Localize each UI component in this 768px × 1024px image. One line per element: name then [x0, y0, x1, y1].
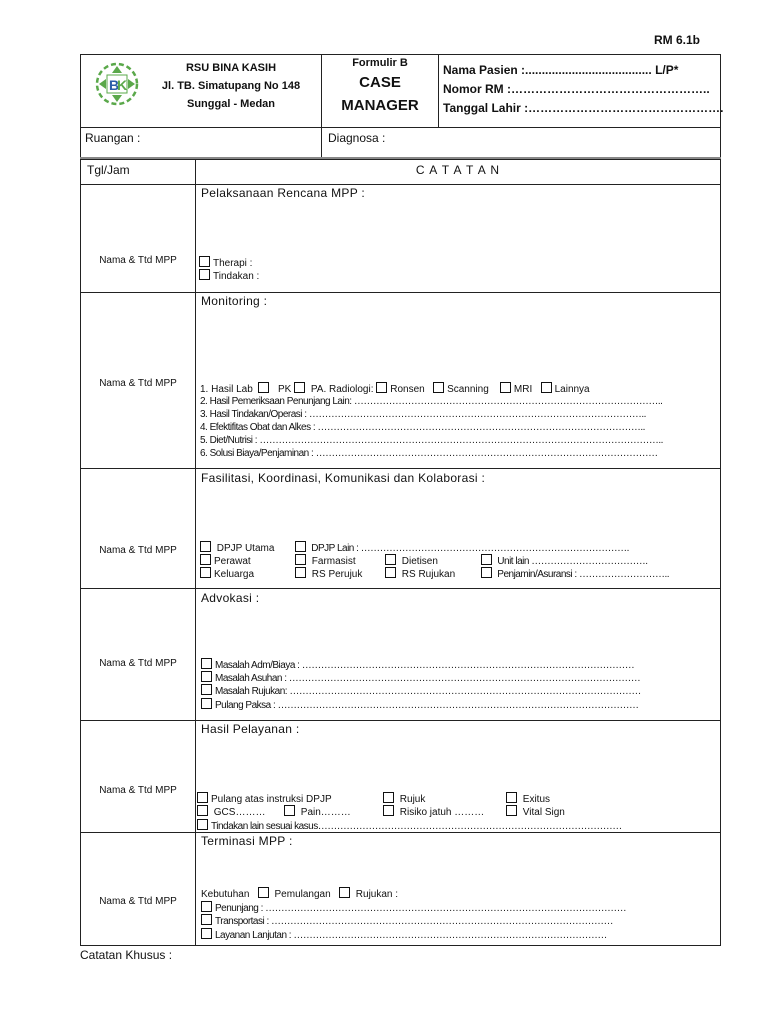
section-service-result-title: Hasil Pelayanan : — [201, 722, 300, 736]
signature-label: Nama & Ttd MPP — [99, 896, 177, 907]
gcs-checkbox[interactable] — [197, 805, 208, 816]
other-checkbox[interactable] — [541, 382, 552, 393]
discharge-plan-checkbox[interactable] — [258, 887, 269, 898]
patient-name-field[interactable]: Nama Pasien :...................................... L/P* — [443, 63, 679, 77]
dpjp-utama-checkbox[interactable] — [200, 541, 211, 552]
section-mpp-title: Pelaksanaan Rencana MPP : — [201, 186, 366, 200]
form-header — [80, 54, 724, 128]
referral-label: Rujukan : — [355, 889, 399, 900]
ronsen-checkbox[interactable] — [376, 382, 387, 393]
referral-hospital-checkbox[interactable] — [385, 567, 396, 578]
other-label: Lainnya — [554, 384, 590, 395]
pk-label: PK — [277, 384, 292, 395]
section-monitoring-title: Monitoring : — [201, 294, 268, 308]
discharge-dpjp-checkbox[interactable] — [197, 792, 208, 803]
form-code: RM 6.1b — [654, 33, 701, 47]
other-action-label: Tindakan lain sesuai kasus…………………………………………………………………………………… — [211, 821, 622, 832]
gcs-label: GCS……… — [213, 807, 266, 818]
referral-hospital-label: RS Rujukan — [401, 569, 456, 580]
lab-label: 1. Hasil Lab — [200, 384, 253, 395]
pain-label: Pain……… — [300, 807, 351, 818]
other-action-checkbox[interactable] — [197, 819, 208, 830]
dietitian-checkbox[interactable] — [385, 554, 396, 565]
forced-discharge-label: Pulang Paksa : …………………………………………………………………………………………………… — [215, 700, 639, 711]
dpjp-utama-label: DPJP Utama — [216, 543, 275, 554]
family-checkbox[interactable] — [200, 567, 211, 578]
other-unit-label: Unit lain ………………………………. — [497, 556, 648, 567]
section-facilitation-title: Fasilitasi, Koordinasi, Komunikasi dan Kolaborasi : — [201, 471, 486, 485]
refer-checkbox[interactable] — [383, 792, 394, 803]
form-label: Formulir B — [352, 57, 408, 69]
nurse-checkbox[interactable] — [200, 554, 211, 565]
signature-label: Nama & Ttd MPP — [99, 785, 177, 796]
care-issue-label: Masalah Asuhan : ………………………………………………………………………………………………… — [215, 673, 641, 684]
refer-label: Rujuk — [399, 794, 426, 805]
action-label: Tindakan : — [213, 271, 260, 282]
mri-checkbox[interactable] — [500, 382, 511, 393]
support-checkbox[interactable] — [201, 901, 212, 912]
scanning-label: Scanning — [447, 384, 489, 395]
form-title-case: CASE — [359, 74, 401, 91]
vital-sign-checkbox[interactable] — [506, 805, 517, 816]
form-title-manager: MANAGER — [341, 97, 419, 114]
signature-label: Nama & Ttd MPP — [99, 545, 177, 556]
pharmacist-label: Farmasist — [311, 556, 356, 567]
referral-issue-checkbox[interactable] — [201, 684, 212, 695]
other-unit-checkbox[interactable] — [481, 554, 492, 565]
section-termination-title: Terminasi MPP : — [201, 834, 293, 848]
dietitian-label: Dietisen — [401, 556, 438, 567]
follow-up-checkbox[interactable] — [201, 928, 212, 939]
family-label: Keluarga — [214, 569, 255, 580]
medical-record-field[interactable]: Nomor RM :………………………………………….. — [443, 82, 710, 96]
action-checkbox[interactable] — [199, 269, 210, 280]
hospital-name: RSU BINA KASIH — [185, 62, 277, 74]
hospital-address: Jl. TB. Simatupang No 148 — [161, 80, 301, 92]
admin-issue-checkbox[interactable] — [201, 658, 212, 669]
insurer-label: Penjamin/Asuransi : ……………………….. — [497, 569, 670, 580]
dpjp-lain-label: DPJP Lain : …………………………………………………………………………. — [311, 543, 629, 554]
referral-checkbox[interactable] — [339, 887, 350, 898]
support-label: Penunjang : …………………………………………………………………………………………………… — [215, 903, 627, 914]
pk-checkbox[interactable] — [294, 382, 305, 393]
needs-label: Kebutuhan — [201, 889, 250, 900]
monitoring-line[interactable]: 4. Efektifitas Obat dan Alkes : ………………………………………………………………………………………….. — [200, 422, 645, 433]
vital-sign-label: Vital Sign — [522, 807, 565, 818]
therapy-checkbox[interactable] — [199, 256, 210, 267]
referring-hospital-label: RS Perujuk — [311, 569, 363, 580]
follow-up-label: Layanan Lanjutan : ……………………………………………………………………………………… — [215, 930, 607, 941]
monitoring-line[interactable]: 6. Solusi Biaya/Penjaminan : ……………………………………………………………………………………………… — [200, 448, 658, 459]
room-diagnosis-row — [80, 128, 721, 158]
pharmacist-checkbox[interactable] — [295, 554, 306, 565]
column-date-time: Tgl/Jam — [87, 163, 130, 177]
diagnosis-field[interactable]: Diagnosa : — [328, 131, 386, 145]
column-notes: C A T A T A N — [415, 163, 501, 177]
discharge-dpjp-label: Pulang atas instruksi DPJP — [211, 794, 332, 805]
pa-radiology-label: PA. Radiologi: — [310, 384, 374, 395]
exitus-checkbox[interactable] — [506, 792, 517, 803]
monitoring-line[interactable]: 2. Hasil Pemeriksaan Penunjang Lain: …………………………………………………………………………………….. — [200, 396, 663, 407]
referring-hospital-checkbox[interactable] — [295, 567, 306, 578]
exitus-label: Exitus — [522, 794, 551, 805]
signature-label: Nama & Ttd MPP — [99, 378, 177, 389]
discharge-plan-label: Pemulangan — [274, 889, 331, 900]
signature-label: Nama & Ttd MPP — [99, 658, 177, 669]
lab-checkbox[interactable] — [258, 382, 269, 393]
svg-text:B: B — [109, 77, 120, 93]
signature-label: Nama & Ttd MPP — [99, 255, 177, 266]
admin-issue-label: Masalah Adm/Biaya : …………………………………………………………………………………………… — [215, 660, 635, 671]
ronsen-label: Ronsen — [390, 384, 425, 395]
insurer-checkbox[interactable] — [481, 567, 492, 578]
therapy-label: Therapi : — [213, 258, 253, 269]
svg-text:K: K — [117, 77, 128, 93]
scanning-checkbox[interactable] — [433, 382, 444, 393]
monitoring-line[interactable]: 5. Diet/Nutrisi : ……………………………………………………………………………………………………………….. — [200, 435, 663, 446]
transport-label: Transportasi : ……………………………………………………………………………………………… — [215, 916, 614, 927]
special-notes-label: Catatan Khusus : — [80, 948, 173, 962]
birth-date-field[interactable]: Tanggal Lahir :…………………………………………. — [443, 101, 724, 115]
care-issue-checkbox[interactable] — [201, 671, 212, 682]
nurse-label: Perawat — [214, 556, 251, 567]
fall-risk-label: Risiko jatuh ……… — [399, 807, 485, 818]
notes-table — [80, 159, 721, 946]
hospital-city: Sunggal - Medan — [187, 98, 275, 110]
room-field[interactable]: Ruangan : — [85, 131, 141, 145]
mri-label: MRI — [513, 384, 533, 395]
forced-discharge-checkbox[interactable] — [201, 698, 212, 709]
section-advocacy-title: Advokasi : — [201, 591, 260, 605]
pain-checkbox[interactable] — [284, 805, 295, 816]
bk-logo-icon — [93, 61, 141, 107]
fall-risk-checkbox[interactable] — [383, 805, 394, 816]
referral-issue-label: Masalah Rujukan: ………………………………………………………………………………………………… — [215, 686, 641, 697]
dpjp-lain-checkbox[interactable] — [295, 541, 306, 552]
monitoring-line[interactable]: 3. Hasil Tindakan/Operasi : …………………………………………………………………………………………….. — [200, 409, 646, 420]
transport-checkbox[interactable] — [201, 914, 212, 925]
